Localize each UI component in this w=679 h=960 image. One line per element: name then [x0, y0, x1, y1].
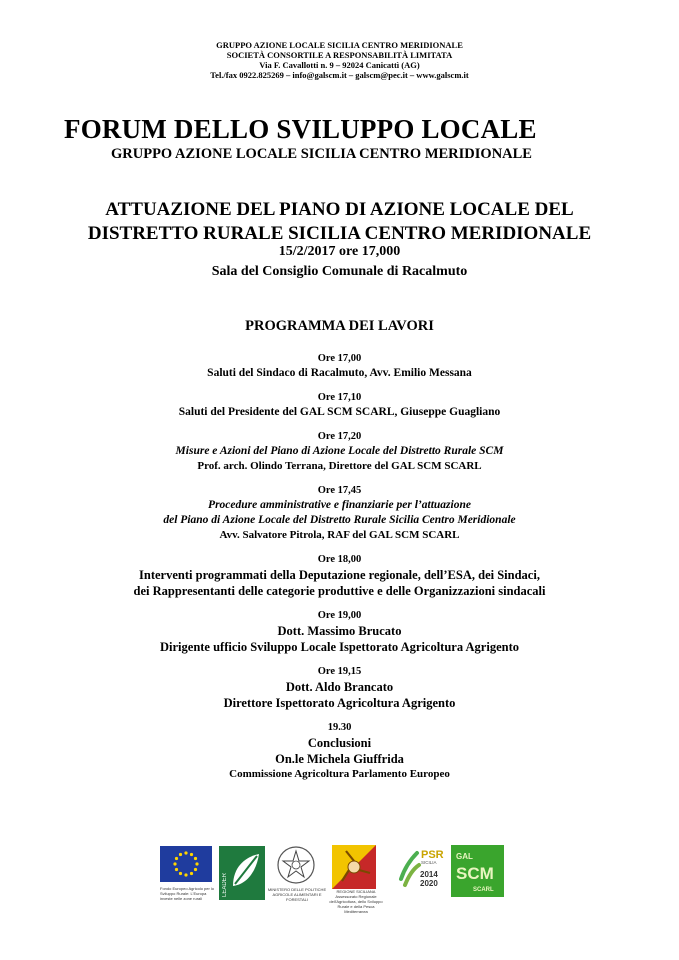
letterhead-address: Via F. Cavallotti n. 9 – 92024 Canicattì (AG): [259, 60, 420, 70]
regione-sicilia-caption: REGIONE SICILIANA Assessorato Regionale dell'Agricoltura, dello Sviluppo Rurale e della Pesca Mediterranea: [329, 889, 383, 914]
session-7: [0, 665, 679, 711]
event-venue: Sala del Consiglio Comunale di Racalmuto: [211, 264, 468, 279]
forum-title: FORUM DELLO SVILUPPO LOCALE: [64, 114, 537, 144]
session-topic: Procedure amministrative e finanziarie per l’attuazione: [208, 499, 471, 511]
gal-scm-mark-icon: [451, 845, 504, 897]
session-line: Interventi programmati della Deputazione regionale, dell’ESA, dei Sindaci,: [139, 568, 540, 582]
eu-caption: Fondo Europeo Agricolo per lo Sviluppo Rurale: L'Europa investe nelle zone rurali: [160, 886, 215, 901]
gal-label-top: GAL: [456, 852, 473, 861]
letterhead: [0, 40, 679, 80]
psr-sicilia-logo: [395, 845, 447, 901]
session-line: Saluti del Presidente del GAL SCM SCARL, Giuseppe Guagliano: [178, 406, 501, 418]
gal-label-main: SCM: [456, 864, 494, 883]
session-speaker: On.le Michela Giuffrida: [275, 752, 404, 766]
session-speaker: Dott. Aldo Brancato: [285, 680, 394, 694]
session-time: Ore 17,10: [317, 392, 362, 403]
session-time: Ore 18,00: [317, 554, 362, 565]
psr-year-start: 2014: [420, 870, 438, 879]
session-2: [0, 391, 679, 420]
eu-flag-logo: [160, 846, 212, 882]
session-line: dei Rappresentanti delle categorie produttive e delle Organizzazioni sindacali: [133, 584, 546, 598]
regione-sicilia-logo: [332, 845, 376, 889]
session-time: Ore 17,45: [317, 485, 362, 496]
session-6: [0, 609, 679, 655]
psr-sprout-icon: [395, 845, 447, 901]
trinacria-icon: [332, 845, 376, 889]
ministry-caption: MINISTERO DELLE POLITICHE AGRICOLE ALIMENTARI E FORESTALI: [267, 887, 327, 902]
eu-stars-icon: [160, 846, 212, 882]
gal-label-bottom: SCARL: [473, 887, 494, 893]
leader-label: LEADER: [222, 872, 228, 897]
programma-heading: PROGRAMMA DEI LAVORI: [245, 318, 434, 334]
session-line: Saluti del Sindaco di Racalmuto, Avv. Emilio Messana: [207, 367, 472, 379]
letterhead-org-name: GRUPPO AZIONE LOCALE SICILIA CENTRO MERIDIONALE: [216, 40, 463, 50]
session-line: Commissione Agricoltura Parlamento Europeo: [229, 768, 450, 780]
leader-logo: [219, 846, 265, 900]
psr-sub: SICILIA: [421, 860, 437, 865]
session-speaker: Dott. Massimo Brucato: [277, 624, 402, 638]
sponsor-logos: [160, 843, 520, 914]
session-speaker: Prof. arch. Olindo Terrana, Direttore del GAL SCM SCARL: [197, 460, 482, 472]
event-date: 15/2/2017 ore 17,000: [278, 244, 401, 259]
session-time: Ore 19,15: [317, 666, 362, 677]
session-topic: Misure e Azioni del Piano di Azione Locale del Distretto Rurale SCM: [175, 445, 504, 457]
session-3: [0, 430, 679, 474]
session-4: [0, 484, 679, 543]
session-8: [0, 721, 679, 782]
session-time: Ore 19,00: [317, 610, 362, 621]
session-line: Dirigente ufficio Sviluppo Locale Ispettorato Agricoltura Agrigento: [160, 640, 519, 654]
psr-year-end: 2020: [420, 879, 438, 888]
italian-republic-emblem: [276, 845, 316, 885]
session-topic: del Piano di Azione Locale del Distretto Rurale Sicilia Centro Meridionale: [163, 514, 516, 526]
session-time: 19.30: [327, 722, 352, 733]
programma-sessions: [0, 352, 679, 792]
event-title-line-1: ATTUAZIONE DEL PIANO DI AZIONE LOCALE DEL: [105, 199, 574, 220]
psr-label: PSR: [421, 849, 444, 861]
star-emblem-icon: [276, 845, 316, 885]
letterhead-contacts: Tel./fax 0922.825269 – info@galscm.it – galscm@pec.it – www.galscm.it: [210, 70, 469, 80]
session-speaker: Avv. Salvatore Pitrola, RAF del GAL SCM SCARL: [219, 529, 460, 541]
session-line: Direttore Ispettorato Agricoltura Agrigento: [223, 696, 456, 710]
event-title: [0, 198, 679, 246]
event-title-line-2: DISTRETTO RURALE SICILIA CENTRO MERIDIONALE: [87, 223, 592, 244]
session-1: [0, 352, 679, 381]
session-time: Ore 17,20: [317, 431, 362, 442]
session-time: Ore 17,00: [317, 353, 362, 364]
session-5: [0, 553, 679, 599]
forum-subtitle: GRUPPO AZIONE LOCALE SICILIA CENTRO MERIDIONALE: [111, 146, 532, 162]
letterhead-org-type: SOCIETÀ CONSORTILE A RESPONSABILITÀ LIMITATA: [226, 50, 453, 60]
gal-scm-logo: [451, 845, 504, 897]
session-line: Conclusioni: [307, 736, 372, 750]
